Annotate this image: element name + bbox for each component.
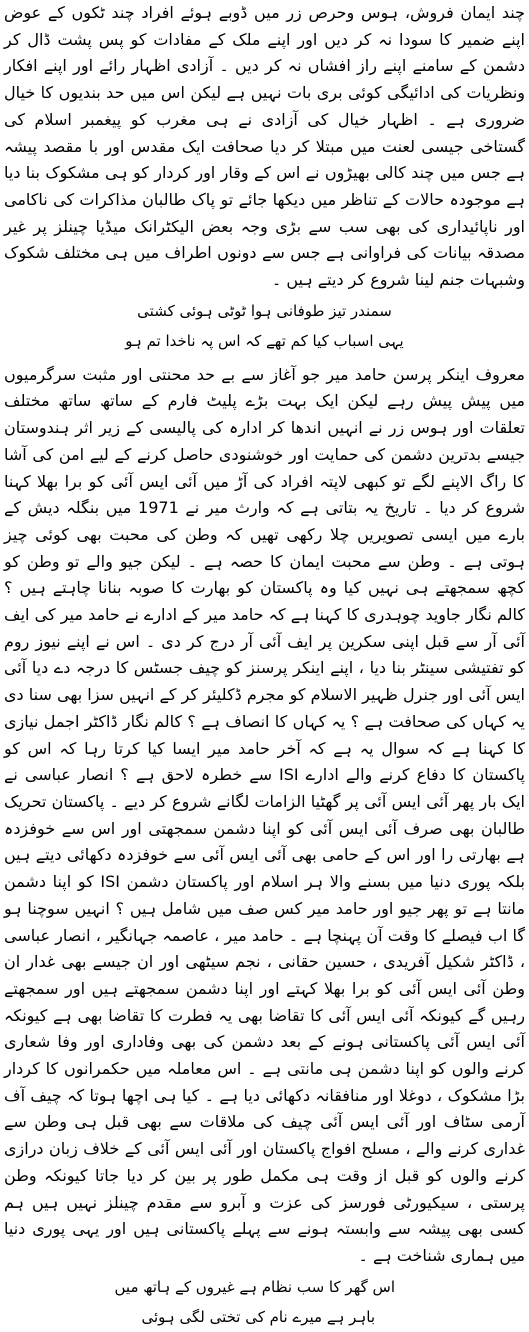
poem-2-line-2: باہر ہے میرے نام کی تختی لگی ہوئی bbox=[141, 1307, 375, 1326]
poem-1-line-1: سمندر تیز طوفانی ہوا ٹوٹی ہوئی کشتی bbox=[137, 301, 392, 320]
article-paragraph-1: چند ایمان فروش، ہوس وحرص زر میں ڈوبے ہوئے افراد چند ٹکوں کے عوض اپنے ضمیر کا سودا نہ کر دیں اور اپنے ملک کے مفادات کو پس پشت ڈال کر دشمن کے سامنے اپنے راز افشاں نہ کر دیں ۔ آزادی اظہار رائے اور اپنے افکار ونظریات کی ادائیگی کوئی بری بات نہیں ہے لیکن اس میں حد بندیوں کا خیال ضروری ہے ۔ اظہار خیال کی آزادی نے ہی مغرب کو پیغمبر اسلام کی گستاخی جیسی لعنت میں مبتلا کر دیا صحافت ایک مقدس اور با مقصد پیشہ ہے جس میں چند کالی بھیڑوں نے اس کے وقار اور کردار کو ہی مشکوک بنا دیا ہے موجودہ حالات کے تناظر میں دیکھا جائے تو پاک طالبان مذاکرات کی ناکامی اور ناپائیداری کی بھی سب سے بڑی وجہ بعض الیکٹرانک میڈیا چینلز پر غیر مصدقہ بیانات کی فراوانی ہے جس سے دونوں اطراف میں ہی مختلف شکوک وشبہات جنم لینا شروع کر دیتے ہیں ۔ bbox=[4, 3, 525, 290]
poem-1-line-2: یہی اسباب کیا کم تھے کہ اس پہ ناخدا تم ہو bbox=[125, 331, 404, 350]
poem-couplet-1 bbox=[4, 296, 525, 356]
poem-couplet-2 bbox=[4, 1272, 525, 1332]
poem-2-line-1: اس گھر کا سب نظام ہے غیروں کے ہاتھ میں bbox=[114, 1277, 395, 1296]
article-paragraph-2: معروف اینکر پرسن حامد میر جو آغاز سے بے حد محنتی اور مثبت سرگرمیوں میں پیش پیش رہے لیکن ایک بہت بڑے پلیٹ فارم کے ساتھ ساتھ مختلف تعلقات اور ہوس زر نے انہیں اندھا کر ادارہ کی پالیسی کے زیر اثر ہندوستان جیسے بدترین دشمن کی حمایت اور خوشنودی حاصل کرنے کے لیے امن کی آشا کا راگ الاپنے لگے تو کبھی لاپتہ افراد کی آڑ میں آئی ایس آئی کو برا بھلا کہنا شروع کر دیا ۔ تاریخ یہ بتاتی ہے کہ وارث میر نے 1971 میں بنگلہ دیش کے بارے میں ایسی تصویریں چلا رکھی تھیں کہ وطن کی محبت بھی کوئی چیز ہوتی ہے ۔ وطن سے محبت ایمان کا حصہ ہے ۔ لیکن جیو والے تو وطن کو کچھ سمجھتے ہی نہیں کیا وہ پاکستان کو بھارت کا صوبہ بنانا چاہتے ہیں ؟ کالم نگار جاوید چوہدری کا کہنا ہے کہ حامد میر کے ادارے نے حامد میر کی ایف آئی آر سے قبل اپنی سکرین پر ایف آئی آر درج کر دی ۔ اس نے اپنے نیوز روم کو تفتیشی سینٹر بنا دیا ، اپنے اینکر پرسنز کو چیف جسٹس کا درجہ دے دیا آئی ایس آئی اور جنرل ظہیر الاسلام کو مجرم ڈکلیئر کر کے انہیں سزا بھی سنا دی یہ کہاں کی صحافت ہے ؟ یہ کہاں کا انصاف ہے ؟ کالم نگار ڈاکٹر اجمل نیازی کا کہنا ہے کہ سوال یہ ہے کہ آخر حامد میر ایسا کیا کرتا رہا کہ اس کو پاکستان کا دفاع کرنے والے ادارے ISI سے خطرہ لاحق ہے ؟ انصار عباسی نے ایک بار پھر آئی ایس آئی پر گھٹیا الزامات لگانے شروع کر دیے ۔ پاکستان تحریک طالبان بھی صرف آئی ایس آئی کو اپنا دشمن سمجھتی اور اس سے خوفزدہ ہے بھارتی را اور اس کے حامی بھی آئی ایس آئی سے خوفزدہ دکھائی دیتے ہیں بلکہ پوری دنیا میں بسنے والا ہر اسلام اور پاکستان دشمن ISI کو اپنا دشمن مانتا ہے تو پھر جیو اور حامد میر کس صف میں شامل ہیں ؟ انہیں سوچنا ہو گا اب فیصلے کا وقت آن پہنچا ہے ۔ حامد میر ، عاصمہ جہانگیر ، انصار عباسی ، ڈاکٹر شکیل آفریدی ، حسین حقانی ، نجم سیٹھی اور ان جیسے بھی غدار ان وطن آئی ایس آئی کو برا بھلا کہتے اور اپنا دشمن سمجھتے ہیں اور سمجھتے رہیں گے کیونکہ آئی ایس آئی کا تقاضا بھی یہ فطرت کا تقاضا بھی ہے کیونکہ آئی ایس آئی پاکستانی ہونے کے بعد دشمن کی بھی وفاداری اور وفا شعاری کرنے والوں کو اپنا دشمن ہی مانتی ہے ۔ اس معاملہ میں حکمرانوں کا کردار بڑا مشکوک ، دوغلا اور منافقانہ دکھائی دیا ہے ۔ کیا ہی اچھا ہوتا کہ چیف آف آرمی سٹاف اور آئی ایس آئی چیف کی ملاقات سے بھی قبل ہی وطن سے غداری کرنے والے ، مسلح افواج پاکستان اور آئی ایس آئی کے خلاف زبان درازی کرنے والوں کو قبل از وقت ہی مکمل طور پر بین کر دیا جاتا کیونکہ وطن پرستی ، سیکیورٹی فورسز کی عزت و آبرو سے مقدم چینلز نہیں ہیں ہم کسی بھی پیشہ سے وابستہ ہونے سے پہلے پاکستانی ہیں اور یہی پوری دنیا میں ہماری شناخت ہے ۔ bbox=[4, 364, 526, 1265]
